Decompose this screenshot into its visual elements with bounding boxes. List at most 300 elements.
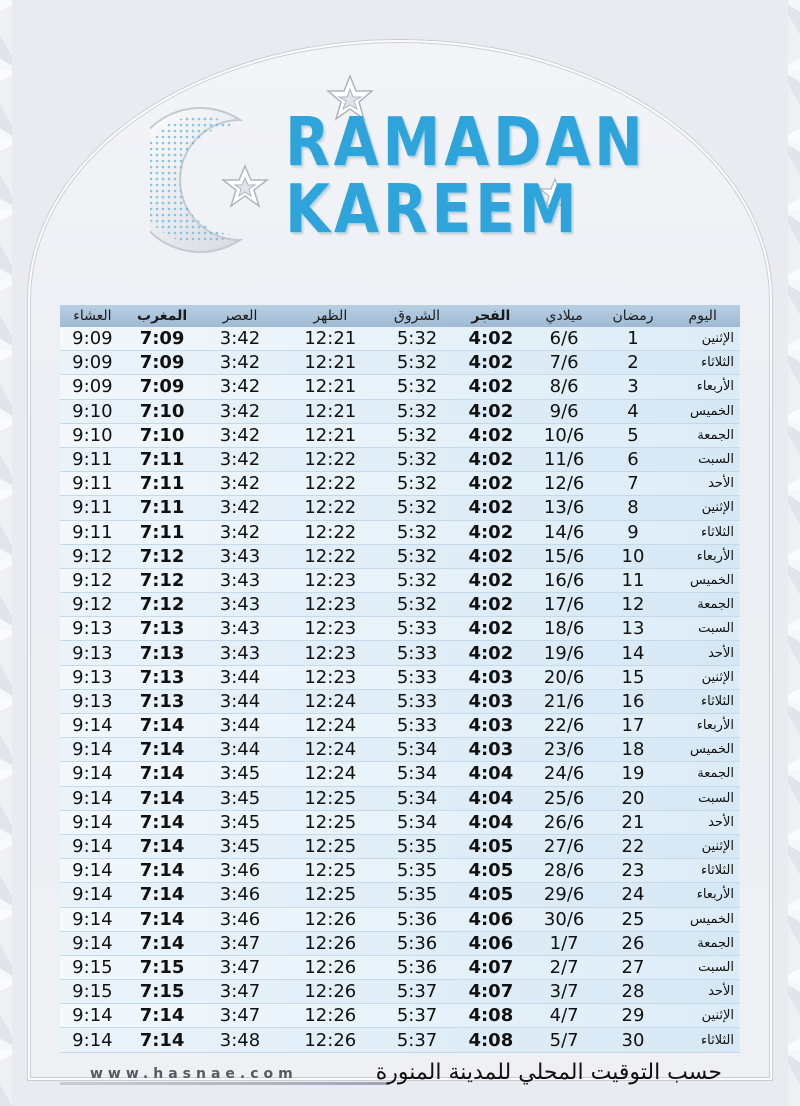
cell-sunrise: 5:32 [380, 520, 454, 544]
cell-sunrise: 5:37 [380, 1028, 454, 1052]
cell-maghrib: 7:14 [125, 931, 200, 955]
cell-day: الإثنين [665, 834, 740, 858]
cell-day: الأربعاء [665, 714, 740, 738]
cell-ramadan: 16 [601, 689, 666, 713]
footer-note: حسب التوقيت المحلي للمدينة المنورة [375, 1060, 722, 1085]
cell-sunrise: 5:32 [380, 447, 454, 471]
cell-gregorian: 15/6 [528, 544, 601, 568]
cell-asr: 3:42 [199, 351, 280, 375]
cell-sunrise: 5:36 [380, 907, 454, 931]
cell-asr: 3:42 [199, 520, 280, 544]
cell-maghrib: 7:11 [125, 447, 200, 471]
cell-sunrise: 5:33 [380, 714, 454, 738]
table-row [60, 714, 740, 738]
cell-sunrise: 5:33 [380, 641, 454, 665]
cell-dhuhr: 12:21 [281, 375, 381, 399]
cell-gregorian: 12/6 [528, 472, 601, 496]
cell-fajr: 4:06 [454, 931, 528, 955]
cell-gregorian: 18/6 [528, 617, 601, 641]
cell-gregorian: 21/6 [528, 689, 601, 713]
cell-asr: 3:42 [199, 423, 280, 447]
cell-day: الأحد [665, 641, 740, 665]
cell-asr: 3:45 [199, 810, 280, 834]
table-row [60, 544, 740, 568]
cell-ramadan: 7 [601, 472, 666, 496]
cell-fajr: 4:02 [454, 472, 528, 496]
cell-gregorian: 1/7 [528, 931, 601, 955]
cell-asr: 3:42 [199, 375, 280, 399]
table-row [60, 1004, 740, 1028]
cell-asr: 3:43 [199, 544, 280, 568]
cell-dhuhr: 12:24 [281, 762, 381, 786]
cell-day: الأحد [665, 472, 740, 496]
cell-isha: 9:13 [60, 665, 125, 689]
cell-asr: 3:45 [199, 762, 280, 786]
cell-dhuhr: 12:21 [281, 351, 381, 375]
cell-maghrib: 7:11 [125, 472, 200, 496]
cell-day: السبت [665, 955, 740, 979]
cell-day: الأحد [665, 980, 740, 1004]
table-row [60, 593, 740, 617]
cell-maghrib: 7:09 [125, 375, 200, 399]
cell-ramadan: 20 [601, 786, 666, 810]
cell-fajr: 4:02 [454, 447, 528, 471]
cell-dhuhr: 12:22 [281, 520, 381, 544]
cell-fajr: 4:06 [454, 907, 528, 931]
cell-isha: 9:10 [60, 423, 125, 447]
cell-maghrib: 7:14 [125, 883, 200, 907]
cell-asr: 3:44 [199, 665, 280, 689]
cell-sunrise: 5:32 [380, 593, 454, 617]
cell-dhuhr: 12:23 [281, 593, 381, 617]
cell-day: الثلاثاء [665, 689, 740, 713]
cell-maghrib: 7:14 [125, 834, 200, 858]
header-fajr: الفجر [454, 305, 528, 327]
cell-fajr: 4:08 [454, 1004, 528, 1028]
cell-fajr: 4:02 [454, 423, 528, 447]
cell-gregorian: 16/6 [528, 568, 601, 592]
cell-maghrib: 7:14 [125, 762, 200, 786]
cell-ramadan: 26 [601, 931, 666, 955]
cell-isha: 9:14 [60, 907, 125, 931]
cell-dhuhr: 12:25 [281, 834, 381, 858]
cell-sunrise: 5:32 [380, 375, 454, 399]
cell-fajr: 4:02 [454, 520, 528, 544]
cell-fajr: 4:03 [454, 738, 528, 762]
cell-day: الخميس [665, 907, 740, 931]
cell-gregorian: 9/6 [528, 399, 601, 423]
table-row [60, 762, 740, 786]
cell-day: الأربعاء [665, 883, 740, 907]
cell-sunrise: 5:34 [380, 810, 454, 834]
table-row [60, 931, 740, 955]
table-row [60, 496, 740, 520]
cell-ramadan: 6 [601, 447, 666, 471]
header-gregorian: ميلادي [528, 305, 601, 327]
cell-sunrise: 5:33 [380, 665, 454, 689]
cell-maghrib: 7:13 [125, 689, 200, 713]
cell-fajr: 4:02 [454, 375, 528, 399]
table-row [60, 617, 740, 641]
cell-fajr: 4:02 [454, 617, 528, 641]
cell-maghrib: 7:14 [125, 859, 200, 883]
cell-asr: 3:47 [199, 931, 280, 955]
cell-fajr: 4:03 [454, 689, 528, 713]
cell-dhuhr: 12:23 [281, 617, 381, 641]
cell-sunrise: 5:32 [380, 351, 454, 375]
table-row [60, 1028, 740, 1052]
cell-dhuhr: 12:26 [281, 907, 381, 931]
cell-fajr: 4:02 [454, 351, 528, 375]
cell-gregorian: 14/6 [528, 520, 601, 544]
cell-ramadan: 17 [601, 714, 666, 738]
cell-day: السبت [665, 447, 740, 471]
cell-day: الثلاثاء [665, 1028, 740, 1052]
cell-ramadan: 2 [601, 351, 666, 375]
cell-maghrib: 7:10 [125, 423, 200, 447]
cell-dhuhr: 12:23 [281, 568, 381, 592]
cell-day: الأربعاء [665, 544, 740, 568]
cell-day: الثلاثاء [665, 520, 740, 544]
table-row [60, 375, 740, 399]
cell-day: الجمعة [665, 593, 740, 617]
cell-ramadan: 19 [601, 762, 666, 786]
cell-asr: 3:43 [199, 617, 280, 641]
cell-fajr: 4:07 [454, 955, 528, 979]
cell-dhuhr: 12:22 [281, 447, 381, 471]
header-day: اليوم [665, 305, 740, 327]
table-row [60, 665, 740, 689]
cell-sunrise: 5:37 [380, 1004, 454, 1028]
star-icon [223, 166, 267, 206]
cell-isha: 9:14 [60, 1028, 125, 1052]
cell-day: الخميس [665, 399, 740, 423]
header-asr: العصر [199, 305, 280, 327]
cell-day: الخميس [665, 738, 740, 762]
cell-fajr: 4:02 [454, 568, 528, 592]
cell-sunrise: 5:35 [380, 834, 454, 858]
footer-divider [60, 1082, 390, 1085]
table-row [60, 955, 740, 979]
cell-gregorian: 3/7 [528, 980, 601, 1004]
footer-url: www.hasnae.com [90, 1066, 298, 1082]
cell-fajr: 4:04 [454, 810, 528, 834]
cell-day: الجمعة [665, 931, 740, 955]
cell-ramadan: 21 [601, 810, 666, 834]
cell-sunrise: 5:34 [380, 738, 454, 762]
cell-gregorian: 27/6 [528, 834, 601, 858]
cell-gregorian: 19/6 [528, 641, 601, 665]
cell-maghrib: 7:14 [125, 907, 200, 931]
cell-ramadan: 8 [601, 496, 666, 520]
cell-maghrib: 7:09 [125, 327, 200, 351]
cell-isha: 9:14 [60, 931, 125, 955]
cell-dhuhr: 12:26 [281, 1028, 381, 1052]
cell-sunrise: 5:32 [380, 472, 454, 496]
cell-maghrib: 7:14 [125, 810, 200, 834]
cell-asr: 3:47 [199, 980, 280, 1004]
table-row [60, 786, 740, 810]
cell-fajr: 4:04 [454, 786, 528, 810]
cell-ramadan: 30 [601, 1028, 666, 1052]
cell-fajr: 4:03 [454, 714, 528, 738]
cell-asr: 3:48 [199, 1028, 280, 1052]
cell-day: الخميس [665, 568, 740, 592]
table-row [60, 907, 740, 931]
cell-dhuhr: 12:24 [281, 689, 381, 713]
cell-maghrib: 7:14 [125, 1028, 200, 1052]
cell-dhuhr: 12:21 [281, 399, 381, 423]
cell-ramadan: 29 [601, 1004, 666, 1028]
cell-ramadan: 28 [601, 980, 666, 1004]
table-row [60, 327, 740, 351]
cell-maghrib: 7:12 [125, 568, 200, 592]
cell-sunrise: 5:35 [380, 883, 454, 907]
cell-sunrise: 5:35 [380, 859, 454, 883]
cell-fajr: 4:02 [454, 641, 528, 665]
cell-maghrib: 7:12 [125, 544, 200, 568]
cell-maghrib: 7:14 [125, 1004, 200, 1028]
cell-gregorian: 4/7 [528, 1004, 601, 1028]
table-row [60, 447, 740, 471]
table-row [60, 568, 740, 592]
cell-asr: 3:43 [199, 593, 280, 617]
cell-gregorian: 5/7 [528, 1028, 601, 1052]
cell-isha: 9:15 [60, 955, 125, 979]
cell-dhuhr: 12:26 [281, 1004, 381, 1028]
cell-asr: 3:44 [199, 689, 280, 713]
table-row [60, 641, 740, 665]
cell-isha: 9:14 [60, 883, 125, 907]
cell-dhuhr: 12:24 [281, 714, 381, 738]
banner-title-line1: RAMADAN [285, 102, 647, 182]
cell-sunrise: 5:32 [380, 544, 454, 568]
cell-dhuhr: 12:26 [281, 980, 381, 1004]
table-row [60, 423, 740, 447]
cell-isha: 9:09 [60, 375, 125, 399]
cell-day: الجمعة [665, 423, 740, 447]
cell-dhuhr: 12:22 [281, 472, 381, 496]
cell-isha: 9:11 [60, 520, 125, 544]
cell-sunrise: 5:32 [380, 399, 454, 423]
table-row [60, 689, 740, 713]
cell-sunrise: 5:37 [380, 980, 454, 1004]
cell-fajr: 4:02 [454, 496, 528, 520]
table-row [60, 738, 740, 762]
cell-day: السبت [665, 617, 740, 641]
cell-dhuhr: 12:22 [281, 544, 381, 568]
cell-isha: 9:11 [60, 447, 125, 471]
table-row [60, 859, 740, 883]
cell-asr: 3:42 [199, 327, 280, 351]
cell-asr: 3:43 [199, 641, 280, 665]
cell-sunrise: 5:33 [380, 689, 454, 713]
cell-asr: 3:42 [199, 472, 280, 496]
table-row [60, 883, 740, 907]
cell-fajr: 4:07 [454, 980, 528, 1004]
cell-gregorian: 30/6 [528, 907, 601, 931]
table-row [60, 520, 740, 544]
cell-dhuhr: 12:26 [281, 955, 381, 979]
cell-fajr: 4:05 [454, 834, 528, 858]
cell-sunrise: 5:36 [380, 955, 454, 979]
cell-asr: 3:46 [199, 883, 280, 907]
cell-gregorian: 2/7 [528, 955, 601, 979]
cell-ramadan: 24 [601, 883, 666, 907]
cell-dhuhr: 12:23 [281, 641, 381, 665]
cell-ramadan: 1 [601, 327, 666, 351]
table-row [60, 399, 740, 423]
cell-gregorian: 24/6 [528, 762, 601, 786]
cell-sunrise: 5:36 [380, 931, 454, 955]
cell-dhuhr: 12:22 [281, 496, 381, 520]
cell-isha: 9:10 [60, 399, 125, 423]
cell-ramadan: 5 [601, 423, 666, 447]
cell-ramadan: 18 [601, 738, 666, 762]
cell-isha: 9:12 [60, 568, 125, 592]
prayer-times-table [60, 305, 740, 1053]
cell-ramadan: 25 [601, 907, 666, 931]
cell-ramadan: 13 [601, 617, 666, 641]
table-header-row [60, 305, 740, 327]
cell-isha: 9:11 [60, 496, 125, 520]
cell-day: الإثنين [665, 327, 740, 351]
cell-maghrib: 7:11 [125, 520, 200, 544]
cell-maghrib: 7:13 [125, 617, 200, 641]
cell-maghrib: 7:14 [125, 714, 200, 738]
cell-isha: 9:09 [60, 351, 125, 375]
cell-sunrise: 5:34 [380, 786, 454, 810]
table-row [60, 810, 740, 834]
table-row [60, 834, 740, 858]
header-dhuhr: الظهر [281, 305, 381, 327]
cell-maghrib: 7:12 [125, 593, 200, 617]
cell-gregorian: 7/6 [528, 351, 601, 375]
cell-dhuhr: 12:21 [281, 423, 381, 447]
cell-isha: 9:09 [60, 327, 125, 351]
cell-ramadan: 9 [601, 520, 666, 544]
cell-isha: 9:15 [60, 980, 125, 1004]
cell-day: السبت [665, 786, 740, 810]
cell-ramadan: 3 [601, 375, 666, 399]
table-row [60, 472, 740, 496]
cell-day: الأحد [665, 810, 740, 834]
cell-gregorian: 23/6 [528, 738, 601, 762]
cell-fajr: 4:05 [454, 883, 528, 907]
cell-asr: 3:46 [199, 859, 280, 883]
table-row [60, 980, 740, 1004]
cell-ramadan: 11 [601, 568, 666, 592]
cell-day: الثلاثاء [665, 351, 740, 375]
cell-isha: 9:14 [60, 859, 125, 883]
cell-day: الإثنين [665, 665, 740, 689]
cell-asr: 3:43 [199, 568, 280, 592]
cell-isha: 9:14 [60, 1004, 125, 1028]
cell-gregorian: 11/6 [528, 447, 601, 471]
cell-ramadan: 12 [601, 593, 666, 617]
cell-fajr: 4:05 [454, 859, 528, 883]
banner-title-line2: KAREEM [285, 169, 581, 249]
cell-gregorian: 20/6 [528, 665, 601, 689]
cell-asr: 3:44 [199, 738, 280, 762]
cell-asr: 3:47 [199, 1004, 280, 1028]
cell-maghrib: 7:15 [125, 955, 200, 979]
cell-isha: 9:13 [60, 689, 125, 713]
cell-fajr: 4:02 [454, 593, 528, 617]
cell-ramadan: 23 [601, 859, 666, 883]
cell-isha: 9:13 [60, 641, 125, 665]
cell-dhuhr: 12:21 [281, 327, 381, 351]
cell-gregorian: 29/6 [528, 883, 601, 907]
cell-maghrib: 7:11 [125, 496, 200, 520]
cell-gregorian: 26/6 [528, 810, 601, 834]
cell-sunrise: 5:32 [380, 496, 454, 520]
header-maghrib: المغرب [125, 305, 200, 327]
cell-gregorian: 8/6 [528, 375, 601, 399]
cell-fajr: 4:08 [454, 1028, 528, 1052]
table-row [60, 351, 740, 375]
cell-dhuhr: 12:24 [281, 738, 381, 762]
cell-asr: 3:42 [199, 496, 280, 520]
cell-asr: 3:46 [199, 907, 280, 931]
cell-dhuhr: 12:23 [281, 665, 381, 689]
cell-ramadan: 4 [601, 399, 666, 423]
cell-asr: 3:42 [199, 447, 280, 471]
cell-isha: 9:14 [60, 786, 125, 810]
cell-ramadan: 15 [601, 665, 666, 689]
header-sunrise: الشروق [380, 305, 454, 327]
cell-day: الجمعة [665, 762, 740, 786]
cell-isha: 9:14 [60, 762, 125, 786]
cell-asr: 3:47 [199, 955, 280, 979]
cell-gregorian: 17/6 [528, 593, 601, 617]
cell-gregorian: 6/6 [528, 327, 601, 351]
cell-isha: 9:14 [60, 738, 125, 762]
cell-dhuhr: 12:25 [281, 883, 381, 907]
cell-maghrib: 7:13 [125, 665, 200, 689]
cell-sunrise: 5:34 [380, 762, 454, 786]
cell-ramadan: 22 [601, 834, 666, 858]
cell-sunrise: 5:32 [380, 327, 454, 351]
cell-isha: 9:14 [60, 714, 125, 738]
cell-dhuhr: 12:26 [281, 931, 381, 955]
cell-maghrib: 7:13 [125, 641, 200, 665]
cell-isha: 9:11 [60, 472, 125, 496]
cell-sunrise: 5:32 [380, 423, 454, 447]
cell-isha: 9:12 [60, 593, 125, 617]
cell-gregorian: 22/6 [528, 714, 601, 738]
cell-asr: 3:42 [199, 399, 280, 423]
cell-maghrib: 7:09 [125, 351, 200, 375]
cell-ramadan: 14 [601, 641, 666, 665]
cell-isha: 9:14 [60, 834, 125, 858]
header-isha: العشاء [60, 305, 125, 327]
cell-day: الأربعاء [665, 375, 740, 399]
cell-maghrib: 7:14 [125, 738, 200, 762]
cell-fajr: 4:02 [454, 327, 528, 351]
cell-dhuhr: 12:25 [281, 859, 381, 883]
cell-dhuhr: 12:25 [281, 810, 381, 834]
cell-asr: 3:45 [199, 834, 280, 858]
cell-gregorian: 10/6 [528, 423, 601, 447]
cell-asr: 3:44 [199, 714, 280, 738]
cell-isha: 9:12 [60, 544, 125, 568]
cell-maghrib: 7:15 [125, 980, 200, 1004]
cell-ramadan: 10 [601, 544, 666, 568]
cell-day: الإثنين [665, 1004, 740, 1028]
cell-fajr: 4:04 [454, 762, 528, 786]
cell-isha: 9:13 [60, 617, 125, 641]
